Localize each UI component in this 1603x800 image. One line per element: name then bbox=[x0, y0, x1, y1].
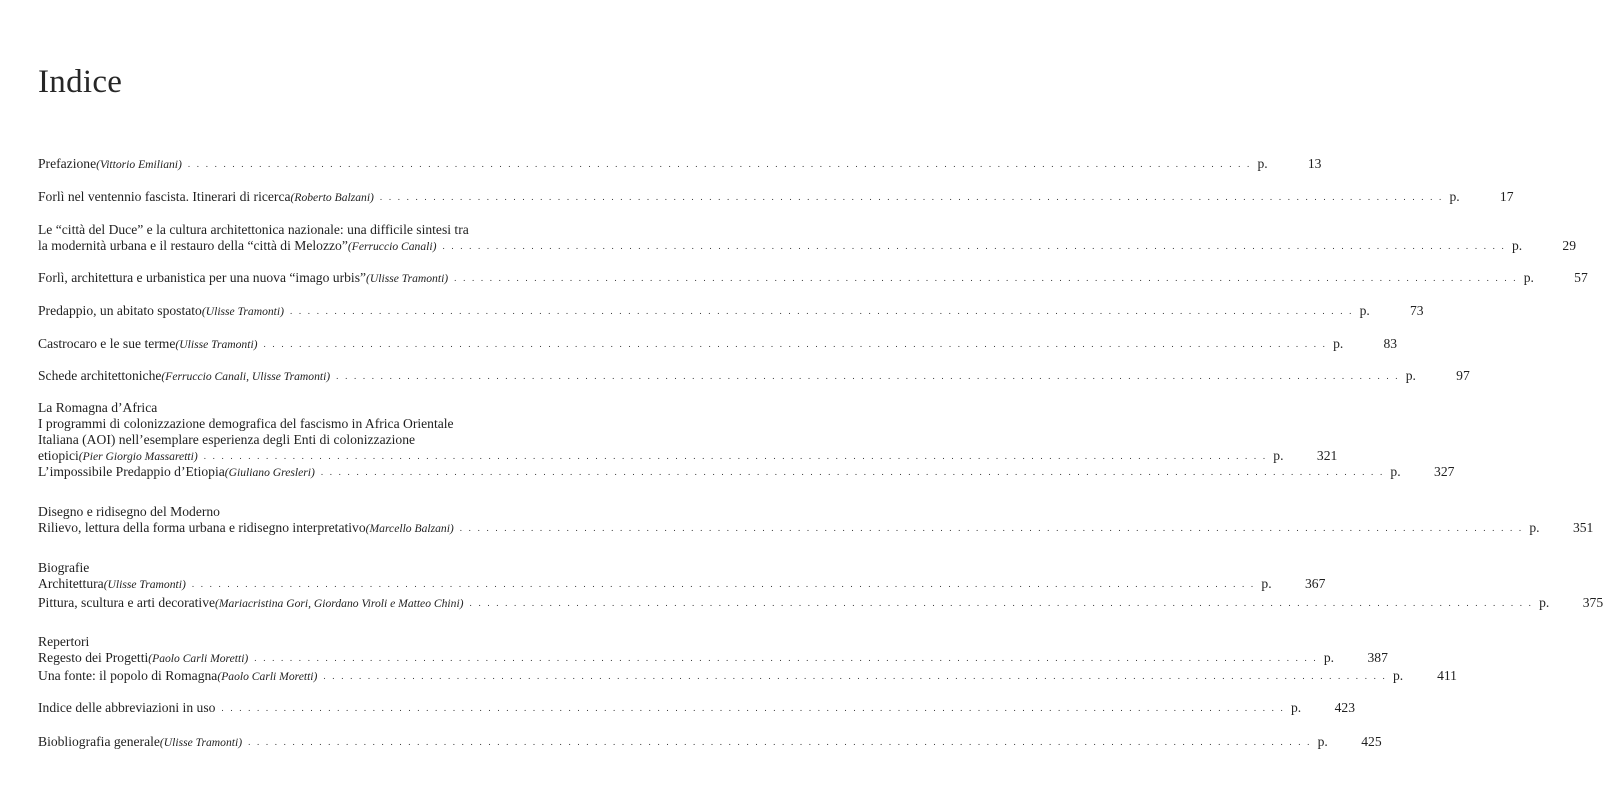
page-number: 351 bbox=[1572, 520, 1594, 535]
section-heading: La Romagna d’Africa bbox=[38, 400, 158, 415]
dot-leader: . . . . . . . . . . . . . . . . . . . . . . . . . . . . . . . . . . . . . . . . . . . . . . . . . . . . . . . . . . . . . . . . . . . . . . . . . . . . . . . . . . . . . . . . . . . . . . . . . . . . . . . . . . . . . . . . . . . . . . . . bbox=[379, 192, 1444, 202]
toc-entry bbox=[38, 270, 1588, 286]
section-heading: Disegno e ridisegno del Moderno bbox=[38, 504, 220, 519]
toc-entry-title: Architettura bbox=[38, 576, 104, 591]
toc-entry-last-line bbox=[38, 464, 1455, 480]
toc-entry-title: Forlì nel ventennio fascista. Itinerari di ricerca bbox=[38, 189, 291, 204]
toc-entry-last-line bbox=[38, 700, 1355, 716]
dot-leader: . . . . . . . . . . . . . . . . . . . . . . . . . . . . . . . . . . . . . . . . . . . . . . . . . . . . . . . . . . . . . . . . . . . . . . . . . . . . . . . . . . . . . . . . . . . . . . . . . . . . . . . . . . . . . . . . . . . . . . . . bbox=[442, 241, 1506, 251]
toc-entry bbox=[38, 336, 1398, 352]
toc-entry-author: (Ferruccio Canali) bbox=[347, 240, 437, 253]
page-number: 327 bbox=[1434, 464, 1455, 479]
page-label: p. bbox=[1290, 700, 1302, 715]
page-label: p. bbox=[1392, 668, 1404, 683]
toc-entry-last-line bbox=[38, 650, 1388, 666]
toc-entry-title: Predappio, un abitato spostato bbox=[38, 303, 202, 318]
toc-entry-title: Schede architettoniche bbox=[38, 368, 162, 383]
page-label: p. bbox=[1539, 595, 1550, 610]
toc-entry bbox=[38, 189, 1514, 205]
dot-leader: . . . . . . . . . . . . . . . . . . . . . . . . . . . . . . . . . . . . . . . . . . . . . . . . . . . . . . . . . . . . . . . . . . . . . . . . . . . . . . . . . . . . . . . . . . . . . . . . . . . . . . . . . . . . . . . . . . . . . . . . bbox=[469, 598, 1534, 608]
section-heading: Biografie bbox=[38, 560, 90, 575]
page-label: p. bbox=[1512, 238, 1523, 253]
toc-entry-title: Biobliografia generale bbox=[38, 734, 160, 749]
toc-entry-last-line bbox=[38, 189, 1514, 205]
toc-entry-author: (Ulisse Tramonti) bbox=[201, 305, 284, 318]
page-number: 97 bbox=[1456, 368, 1470, 383]
toc-entry bbox=[38, 222, 1576, 254]
page-number: 73 bbox=[1409, 303, 1424, 318]
toc-entry-author: (Ulisse Tramonti) bbox=[103, 578, 186, 591]
toc-entry bbox=[38, 368, 1470, 384]
toc-entry bbox=[38, 416, 1338, 464]
page-label: p. bbox=[1257, 156, 1268, 171]
dot-leader: . . . . . . . . . . . . . . . . . . . . . . . . . . . . . . . . . . . . . . . . . . . . . . . . . . . . . . . . . . . . . . . . . . . . . . . . . . . . . . . . . . . . . . . . . . . . . . . . . . . . . . . . . . . . . . . . . . . . . . . . bbox=[191, 579, 1256, 589]
page-label: p. bbox=[1359, 303, 1370, 318]
page-label: p. bbox=[1405, 368, 1416, 383]
page-label: p. bbox=[1323, 650, 1335, 665]
toc-entry bbox=[38, 650, 1388, 666]
toc-entry-author: (Pier Giorgio Massaretti) bbox=[78, 450, 198, 463]
page-number: 13 bbox=[1307, 156, 1322, 171]
toc-entry-author: (Vittorio Emiliani) bbox=[96, 158, 182, 171]
page-label: p. bbox=[1317, 734, 1328, 749]
page-label: p. bbox=[1333, 336, 1344, 351]
toc-entry-author: (Ulisse Tramonti) bbox=[159, 736, 243, 749]
page-number: 423 bbox=[1334, 700, 1355, 715]
toc-entry-last-line bbox=[38, 595, 1603, 611]
toc-entry bbox=[38, 576, 1326, 592]
page-number: 83 bbox=[1383, 336, 1398, 351]
toc-entry-title: Rilievo, lettura della forma urbana e ridisegno interpretativo bbox=[38, 520, 366, 535]
dot-leader: . . . . . . . . . . . . . . . . . . . . . . . . . . . . . . . . . . . . . . . . . . . . . . . . . . . . . . . . . . . . . . . . . . . . . . . . . . . . . . . . . . . . . . . . . . . . . . . . . . . . . . . . . . . . . . . . . . . . . . . . bbox=[320, 467, 1385, 477]
page-title: Indice bbox=[38, 64, 123, 100]
toc-entry-title: la modernità urbana e il restauro della “città di Melozzo” bbox=[38, 238, 348, 253]
dot-leader: . . . . . . . . . . . . . . . . . . . . . . . . . . . . . . . . . . . . . . . . . . . . . . . . . . . . . . . . . . . . . . . . . . . . . . . . . . . . . . . . . . . . . . . . . . . . . . . . . . . . . . . . . . . . . . . . . . . . . . . . bbox=[221, 703, 1285, 713]
page-label: p. bbox=[1529, 520, 1540, 535]
page-number: 17 bbox=[1499, 189, 1514, 204]
toc-entry-author: (Marcello Balzani) bbox=[365, 522, 454, 535]
toc-entry-author: (Mariacristina Gori, Giordano Viroli e Matteo Chini) bbox=[215, 597, 464, 610]
toc-entry-last-line bbox=[38, 448, 1338, 464]
toc-entry-last-line bbox=[38, 156, 1322, 172]
toc-entry-last-line bbox=[38, 336, 1398, 352]
toc-entry-title: Prefazione bbox=[38, 156, 97, 171]
dot-leader: . . . . . . . . . . . . . . . . . . . . . . . . . . . . . . . . . . . . . . . . . . . . . . . . . . . . . . . . . . . . . . . . . . . . . . . . . . . . . . . . . . . . . . . . . . . . . . . . . . . . . . . . . . . . . . . . . . . . . . . . bbox=[248, 737, 1312, 747]
toc-entry bbox=[38, 734, 1382, 750]
page-number: 411 bbox=[1437, 668, 1457, 683]
dot-leader: . . . . . . . . . . . . . . . . . . . . . . . . . . . . . . . . . . . . . . . . . . . . . . . . . . . . . . . . . . . . . . . . . . . . . . . . . . . . . . . . . . . . . . . . . . . . . . . . . . . . . . . . . . . . . . . . . . . . . . . . bbox=[263, 339, 1328, 349]
page-number: 375 bbox=[1582, 595, 1603, 610]
dot-leader: . . . . . . . . . . . . . . . . . . . . . . . . . . . . . . . . . . . . . . . . . . . . . . . . . . . . . . . . . . . . . . . . . . . . . . . . . . . . . . . . . . . . . . . . . . . . . . . . . . . . . . . . . . . . . . . . . . . . . . . . bbox=[203, 451, 1268, 461]
toc-entry-author: (Paolo Carli Moretti) bbox=[217, 670, 318, 683]
dot-leader: . . . . . . . . . . . . . . . . . . . . . . . . . . . . . . . . . . . . . . . . . . . . . . . . . . . . . . . . . . . . . . . . . . . . . . . . . . . . . . . . . . . . . . . . . . . . . . . . . . . . . . . . . . . . . . . . . . . . . . . . bbox=[459, 523, 1524, 533]
toc-entry-line: Italiana (AOI) nell’esemplare esperienza degli Enti di colonizzazione bbox=[38, 432, 416, 447]
toc-entry-last-line bbox=[38, 238, 1576, 254]
page-label: p. bbox=[1523, 270, 1534, 285]
toc-entry-last-line bbox=[38, 734, 1382, 750]
toc-entry-last-line bbox=[38, 303, 1424, 319]
toc-entry-title: Regesto dei Progetti bbox=[38, 650, 149, 665]
toc-entry-title: Pittura, scultura e arti decorative bbox=[38, 595, 216, 610]
dot-leader: . . . . . . . . . . . . . . . . . . . . . . . . . . . . . . . . . . . . . . . . . . . . . . . . . . . . . . . . . . . . . . . . . . . . . . . . . . . . . . . . . . . . . . . . . . . . . . . . . . . . . . . . . . . . . . . . . . . . . . . . bbox=[454, 273, 1518, 283]
toc-entry bbox=[38, 520, 1594, 536]
toc-entry-title: etiopici bbox=[38, 448, 79, 463]
toc-entry bbox=[38, 668, 1457, 684]
toc-entry-author: (Roberto Balzani) bbox=[290, 191, 374, 204]
toc-entry bbox=[38, 595, 1603, 611]
page-number: 57 bbox=[1574, 270, 1588, 285]
toc-entry-line: I programmi di colonizzazione demografica del fascismo in Africa Orientale bbox=[38, 416, 454, 431]
toc-entry-last-line bbox=[38, 576, 1326, 592]
toc-entry-last-line bbox=[38, 270, 1588, 286]
toc-entry-author: (Ferruccio Canali, Ulisse Tramonti) bbox=[161, 370, 331, 383]
toc-entry-title: Indice delle abbreviazioni in uso bbox=[38, 700, 216, 715]
page-number: 29 bbox=[1562, 238, 1576, 253]
toc-entry-title: L’impossibile Predappio d’Etiopia bbox=[38, 464, 225, 479]
dot-leader: . . . . . . . . . . . . . . . . . . . . . . . . . . . . . . . . . . . . . . . . . . . . . . . . . . . . . . . . . . . . . . . . . . . . . . . . . . . . . . . . . . . . . . . . . . . . . . . . . . . . . . . . . . . . . . . . . . . . . . . . bbox=[187, 159, 1252, 169]
toc-entry-author: (Ulisse Tramonti) bbox=[175, 338, 258, 351]
toc-entry-title: Forlì, architettura e urbanistica per una nuova “imago urbis” bbox=[38, 270, 367, 285]
toc-entry bbox=[38, 156, 1322, 172]
toc-entry bbox=[38, 303, 1424, 319]
page-label: p. bbox=[1449, 189, 1460, 204]
section-heading: Repertori bbox=[38, 634, 90, 649]
toc-entry-last-line bbox=[38, 668, 1457, 684]
dot-leader: . . . . . . . . . . . . . . . . . . . . . . . . . . . . . . . . . . . . . . . . . . . . . . . . . . . . . . . . . . . . . . . . . . . . . . . . . . . . . . . . . . . . . . . . . . . . . . . . . . . . . . . . . . . . . . . . . . . . . . . . bbox=[336, 371, 1400, 381]
toc-entry-author: (Paolo Carli Moretti) bbox=[148, 652, 249, 665]
dot-leader: . . . . . . . . . . . . . . . . . . . . . . . . . . . . . . . . . . . . . . . . . . . . . . . . . . . . . . . . . . . . . . . . . . . . . . . . . . . . . . . . . . . . . . . . . . . . . . . . . . . . . . . . . . . . . . . . . . . . . . . . bbox=[290, 306, 1354, 316]
toc-entry bbox=[38, 464, 1455, 480]
page-label: p. bbox=[1390, 464, 1401, 479]
toc-entry-line: Le “città del Duce” e la cultura architettonica nazionale: una difficile sintesi tra bbox=[38, 222, 469, 237]
page-label: p. bbox=[1261, 576, 1272, 591]
dot-leader: . . . . . . . . . . . . . . . . . . . . . . . . . . . . . . . . . . . . . . . . . . . . . . . . . . . . . . . . . . . . . . . . . . . . . . . . . . . . . . . . . . . . . . . . . . . . . . . . . . . . . . . . . . . . . . . . . . . . . . . . bbox=[323, 671, 1387, 681]
toc-entry-last-line bbox=[38, 520, 1594, 536]
toc-entry-last-line bbox=[38, 368, 1470, 384]
toc-entry-title: Castrocaro e le sue terme bbox=[38, 336, 176, 351]
toc-entry-author: (Ulisse Tramonti) bbox=[366, 272, 449, 285]
page-number: 367 bbox=[1305, 576, 1326, 591]
page-number: 387 bbox=[1367, 650, 1388, 665]
dot-leader: . . . . . . . . . . . . . . . . . . . . . . . . . . . . . . . . . . . . . . . . . . . . . . . . . . . . . . . . . . . . . . . . . . . . . . . . . . . . . . . . . . . . . . . . . . . . . . . . . . . . . . . . . . . . . . . . . . . . . . . . bbox=[254, 653, 1318, 663]
toc-entry-author: (Giuliano Gresleri) bbox=[224, 466, 315, 479]
page-number: 321 bbox=[1316, 448, 1338, 463]
toc-entry bbox=[38, 700, 1355, 716]
page-number: 425 bbox=[1361, 734, 1382, 749]
page-label: p. bbox=[1273, 448, 1284, 463]
toc-entry-title: Una fonte: il popolo di Romagna bbox=[38, 668, 218, 683]
